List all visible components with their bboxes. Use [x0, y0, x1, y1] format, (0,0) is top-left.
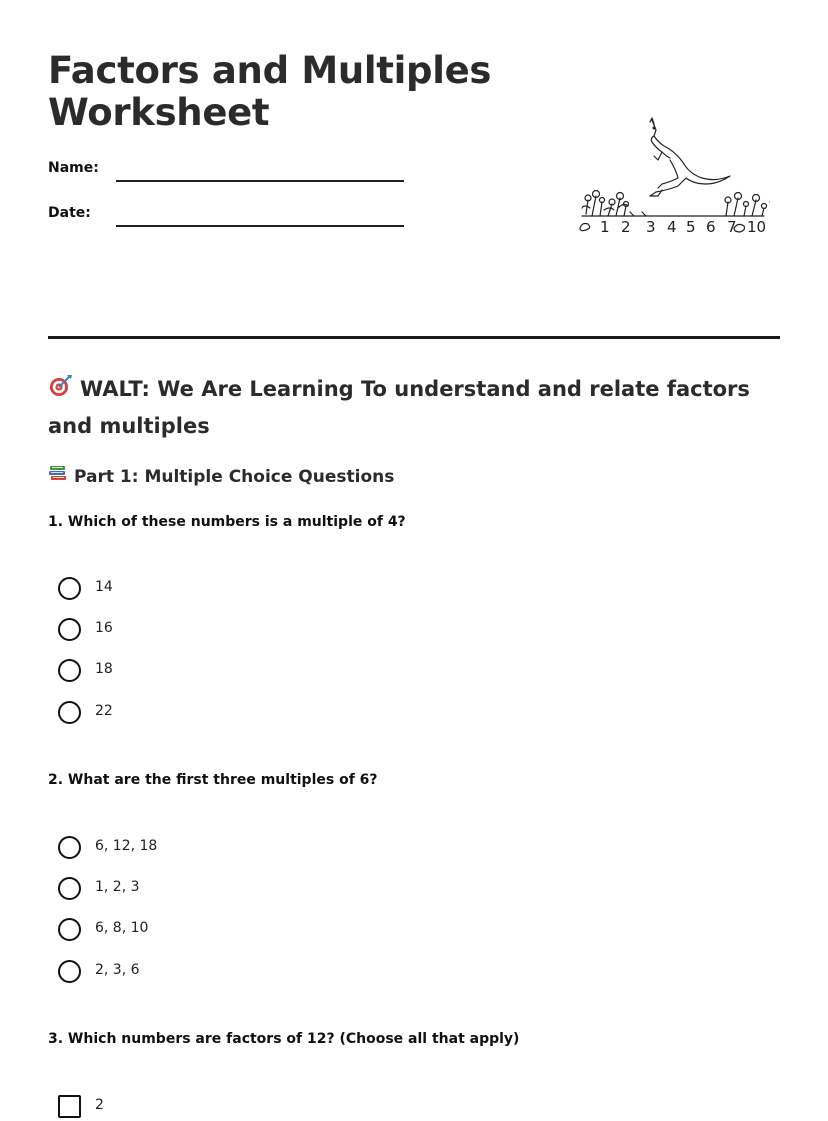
checkbox[interactable]: [58, 1095, 81, 1118]
name-label: Name:: [48, 160, 99, 176]
walt-text: WALT: We Are Learning To understand and relate factors and multiples: [48, 377, 750, 438]
option-label: 22: [95, 703, 113, 719]
radio-button[interactable]: [58, 918, 81, 941]
part1-title: Part 1: Multiple Choice Questions: [74, 467, 395, 487]
number-1: 1: [600, 218, 610, 236]
question-3: 3. Which numbers are factors of 12? (Choose all that apply): [48, 1031, 520, 1047]
q1-option-1[interactable]: [58, 577, 358, 603]
section-divider: [48, 336, 780, 339]
option-label: 2: [95, 1097, 104, 1113]
option-label: 2, 3, 6: [95, 962, 140, 978]
number-7: 7: [727, 218, 737, 236]
q2-option-3[interactable]: [58, 918, 358, 944]
radio-button[interactable]: [58, 701, 81, 724]
page-title: Factors and Multiples Worksheet: [48, 49, 492, 134]
q2-option-1[interactable]: [58, 836, 358, 862]
number-6: 6: [706, 218, 716, 236]
number-2: 2: [621, 218, 631, 236]
radio-button[interactable]: [58, 836, 81, 859]
target-icon: [48, 372, 74, 408]
number-5: 5: [686, 218, 696, 236]
radio-button[interactable]: [58, 577, 81, 600]
books-icon: [48, 464, 68, 490]
option-label: 6, 12, 18: [95, 838, 158, 854]
name-input-line[interactable]: [116, 180, 404, 182]
date-field[interactable]: [48, 203, 408, 233]
q2-option-2[interactable]: [58, 877, 358, 903]
q1-option-2[interactable]: [58, 618, 358, 644]
option-label: 6, 8, 10: [95, 920, 149, 936]
question-2: 2. What are the first three multiples of 6?: [48, 772, 378, 788]
option-label: 16: [95, 620, 113, 636]
question-1: 1. Which of these numbers is a multiple of 4?: [48, 514, 406, 530]
radio-button[interactable]: [58, 960, 81, 983]
date-label: Date:: [48, 205, 91, 221]
radio-button[interactable]: [58, 618, 81, 641]
q1-option-4[interactable]: [58, 701, 358, 727]
walt-heading: [48, 371, 768, 444]
radio-button[interactable]: [58, 877, 81, 900]
radio-button[interactable]: [58, 659, 81, 682]
q1-option-3[interactable]: [58, 659, 358, 685]
kangaroo-number-line-icon: [530, 112, 770, 242]
date-input-line[interactable]: [116, 225, 404, 227]
number-10: 10: [747, 218, 767, 236]
q2-option-4[interactable]: [58, 960, 358, 986]
number-4: 4: [667, 218, 677, 236]
option-label: 18: [95, 661, 113, 677]
option-label: 1, 2, 3: [95, 879, 140, 895]
name-field[interactable]: [48, 158, 408, 188]
option-label: 14: [95, 579, 113, 595]
part1-heading: [48, 464, 394, 490]
number-3: 3: [646, 218, 656, 236]
q3-option-1[interactable]: [58, 1095, 358, 1121]
